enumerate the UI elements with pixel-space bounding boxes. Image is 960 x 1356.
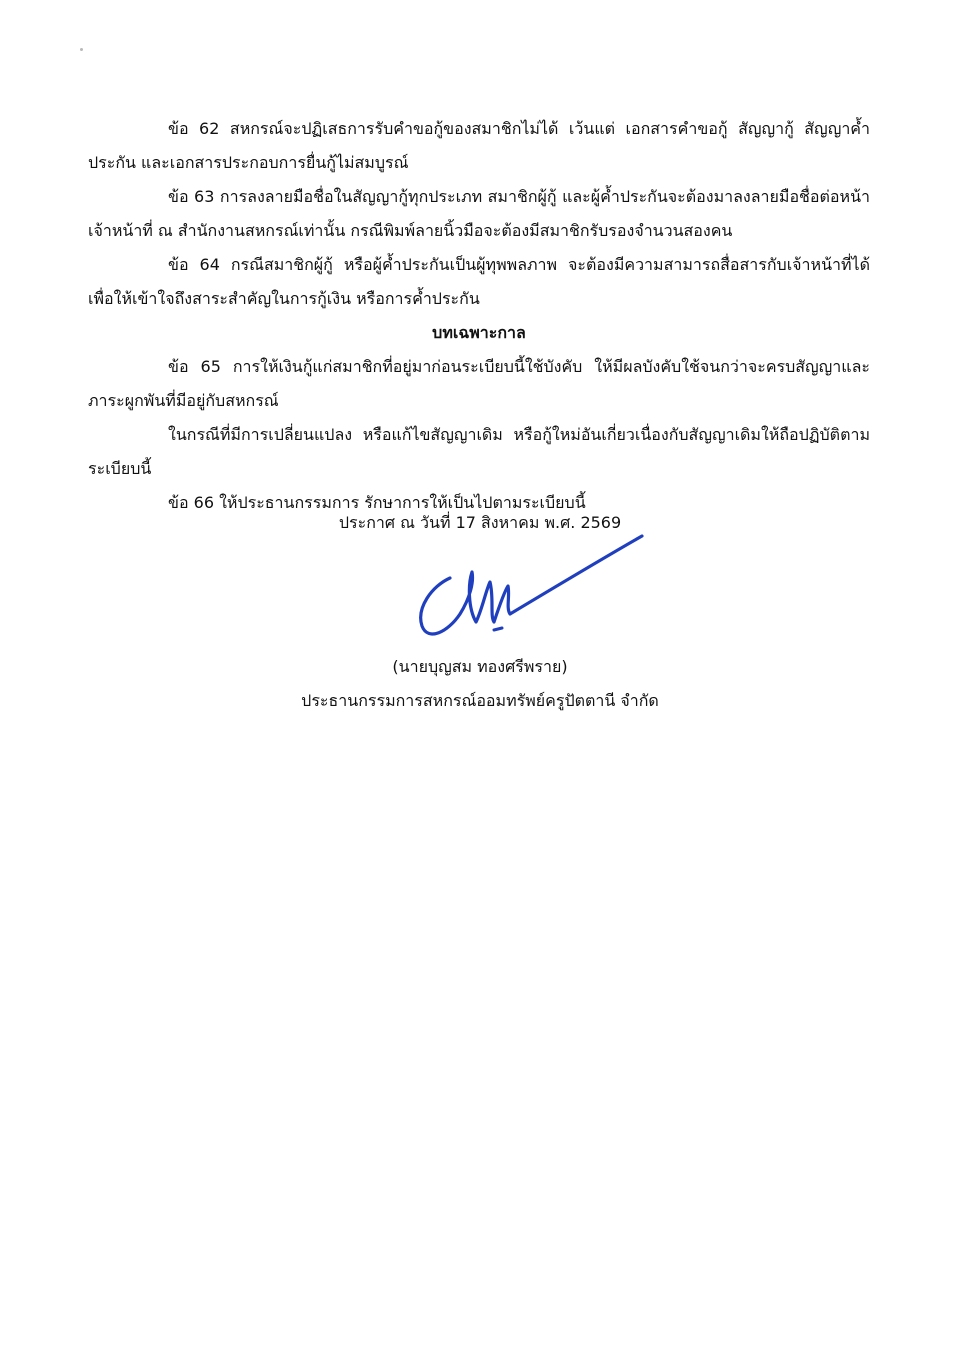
signature-mark [494,628,502,630]
clause-65-paragraph-2: ในกรณีที่มีการเปลี่ยนแปลง หรือแก้ไขสัญญาเดิม หรือกู้ใหม่อันเกี่ยวเนื่องกับสัญญาเดิมให้ถือปฏิบัติตามระเบียบนี้ [88,425,870,478]
clause-62: ข้อ 62 สหกรณ์จะปฏิเสธการรับคำขอกู้ของสมาชิกไม่ได้ เว้นแต่ เอกสารคำขอกู้ สัญญากู้ สัญญาค้ำประกัน และเอกสารประกอบการยื่นกู้ไม่สมบูรณ์ [88,119,870,172]
signer-name: (นายบุญสม ทองศรีพราย) [392,657,568,676]
announcement-date: ประกาศ ณ วันที่ 17 สิงหาคม พ.ศ. 2569 [338,513,622,532]
signer-title: ประธานกรรมการสหกรณ์ออมทรัพย์ครูปัตตานี จำกัด [301,691,659,710]
clause-65: ข้อ 65 การให้เงินกู้แก่สมาชิกที่อยู่มาก่อนระเบียบนี้ใช้บังคับ ให้มีผลบังคับใช้จนกว่าจะครบสัญญาและภาระผูกพันที่มีอยู่กับสหกรณ์ [88,357,870,410]
clause-66: ข้อ 66 ให้ประธานกรรมการ รักษาการให้เป็นไปตามระเบียบนี้ [168,493,586,512]
signature-stroke [421,536,642,634]
handwritten-signature [410,530,650,650]
scan-speck [80,48,83,51]
transitional-heading: บทเฉพาะกาล [432,323,526,342]
clause-63: ข้อ 63 การลงลายมือชื่อในสัญญากู้ทุกประเภท สมาชิกผู้กู้ และผู้ค้ำประกันจะต้องมาลงลายมือชื่อต่อหน้าเจ้าหน้าที่ ณ สำนักงานสหกรณ์เท่านั้น กรณีพิมพ์ลายนิ้วมือจะต้องมีสมาชิกรับรองจำนวนสองคน [88,187,870,240]
clause-64: ข้อ 64 กรณีสมาชิกผู้กู้ หรือผู้ค้ำประกันเป็นผู้ทุพพลภาพ จะต้องมีความสามารถสื่อสารกับเจ้าหน้าที่ได้เพื่อให้เข้าใจถึงสาระสำคัญในการกู้เงิน หรือการค้ำประกัน [88,255,870,308]
document-body [88,112,870,520]
